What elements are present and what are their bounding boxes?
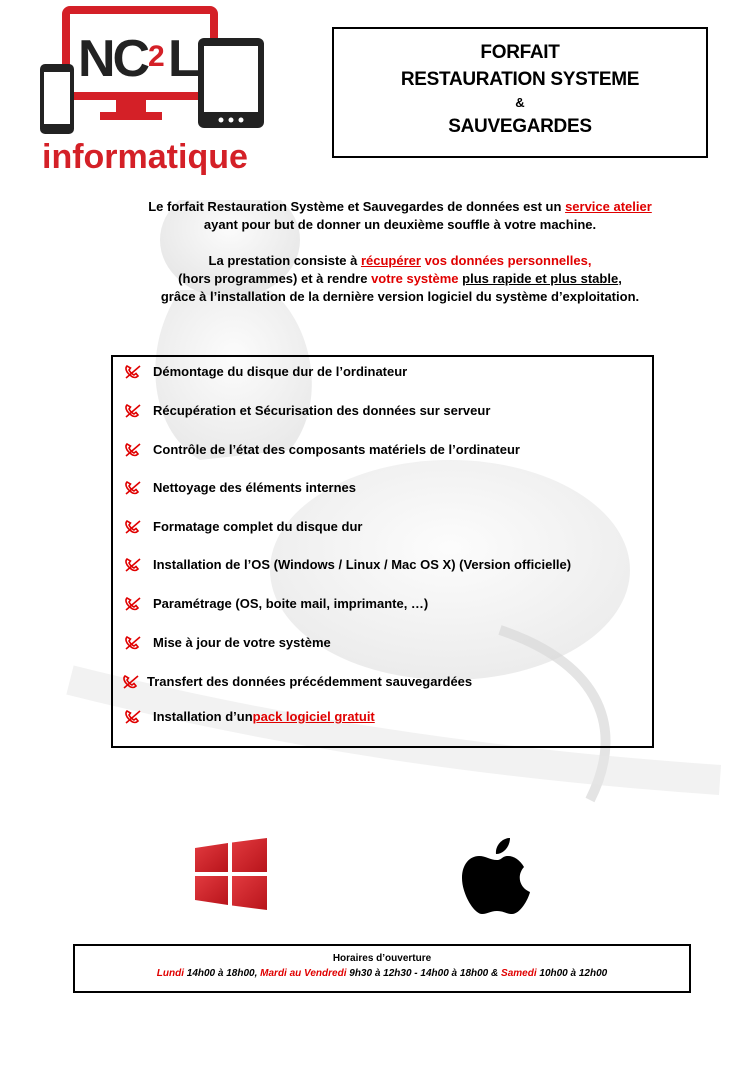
phone-cross-icon <box>123 596 143 612</box>
intro-comma: , <box>618 271 622 286</box>
list-item-text: Installation d’un <box>153 709 253 724</box>
title-line-2: RESTAURATION SYSTEME <box>400 69 640 90</box>
votre-systeme-text: votre système <box>371 271 459 286</box>
intro-line-5: grâce à l’installation de la dernière version logiciel du système d’exploitation. <box>160 289 640 304</box>
intro-text-part: Le forfait Restauration Système et Sauvegardes de données est un <box>148 199 566 214</box>
list-item <box>123 635 331 651</box>
intro-line-3 <box>60 252 734 270</box>
phone-cross-icon <box>123 519 143 535</box>
hours-time: 14h00 à 18h00, <box>183 968 261 979</box>
title-line-3: SAUVEGARDES <box>448 116 592 137</box>
intro-text-part: La prestation consiste à <box>208 253 361 268</box>
intro-comma: , <box>587 253 592 268</box>
phone-cross-icon <box>123 364 143 380</box>
service-atelier-link[interactable]: service atelier <box>565 199 652 214</box>
title-ampersand: & <box>515 95 525 110</box>
title-line-1: FORFAIT <box>480 42 560 63</box>
hours-time: 10h00 à 12h00 <box>536 968 608 979</box>
title-box <box>332 27 708 158</box>
svg-text:L: L <box>168 30 200 88</box>
phone-cross-icon <box>123 442 143 458</box>
phone-cross-icon <box>123 557 143 573</box>
plus-rapide-text: plus rapide et plus stable <box>462 271 619 286</box>
phone-cross-icon <box>123 709 143 725</box>
list-item <box>121 674 472 690</box>
hours-time: 9h30 à 12h30 - 14h00 à 18h00 & <box>346 968 502 979</box>
list-item <box>123 557 571 573</box>
intro-line-2: ayant pour but de donner un deuxième souffle à votre machine. <box>203 217 597 232</box>
list-item <box>123 709 375 725</box>
phone-cross-icon <box>123 480 143 496</box>
list-item-text: Mise à jour de votre système <box>153 635 331 650</box>
pack-logiciel-link[interactable]: pack logiciel gratuit <box>252 709 375 724</box>
phone-cross-icon <box>123 635 143 651</box>
hours-day: Lundi <box>156 968 184 979</box>
windows-logo <box>195 838 267 910</box>
svg-text:NC: NC <box>78 30 148 88</box>
hours-day: Samedi <box>501 968 537 979</box>
list-item <box>123 519 362 535</box>
company-logo <box>28 4 278 180</box>
list-item <box>123 442 520 458</box>
list-item-text: Formatage complet du disque dur <box>153 519 363 534</box>
list-item <box>123 403 490 419</box>
list-item-text: Démontage du disque dur de l’ordinateur <box>153 364 408 379</box>
list-item <box>123 364 407 380</box>
list-item-text: Contrôle de l’état des composants matériels de l’ordinateur <box>153 442 520 457</box>
list-item <box>123 596 428 612</box>
phone-cross-icon <box>123 403 143 419</box>
donnees-personnelles-text: vos données personnelles <box>420 253 588 268</box>
opening-hours-box <box>73 944 691 993</box>
intro-text <box>60 198 734 306</box>
list-item-text: Transfert des données précédemment sauvegardées <box>147 674 473 689</box>
services-list-box <box>111 355 654 748</box>
list-item-text: Installation de l’OS (Windows / Linux / Mac OS X) (Version officielle) <box>153 557 572 572</box>
list-item-text: Paramétrage (OS, boite mail, imprimante, …) <box>153 596 429 611</box>
list-item-text: Nettoyage des éléments internes <box>153 480 357 495</box>
hours-line <box>75 967 689 981</box>
list-item <box>123 480 356 496</box>
list-item-text: Récupération et Sécurisation des données sur serveur <box>153 403 491 418</box>
apple-logo <box>462 836 532 916</box>
hours-title: Horaires d’ouverture <box>332 953 432 964</box>
intro-text-part: (hors programmes) et à rendre <box>178 271 372 286</box>
svg-text:2: 2 <box>148 40 165 73</box>
recuperer-text: récupérer <box>360 253 421 268</box>
phone-cross-icon <box>121 674 141 690</box>
hours-day: Mardi au Vendredi <box>260 968 347 979</box>
intro-line-1 <box>60 198 734 216</box>
intro-line-4 <box>60 270 734 288</box>
logo-subtitle: informatique <box>42 138 248 176</box>
